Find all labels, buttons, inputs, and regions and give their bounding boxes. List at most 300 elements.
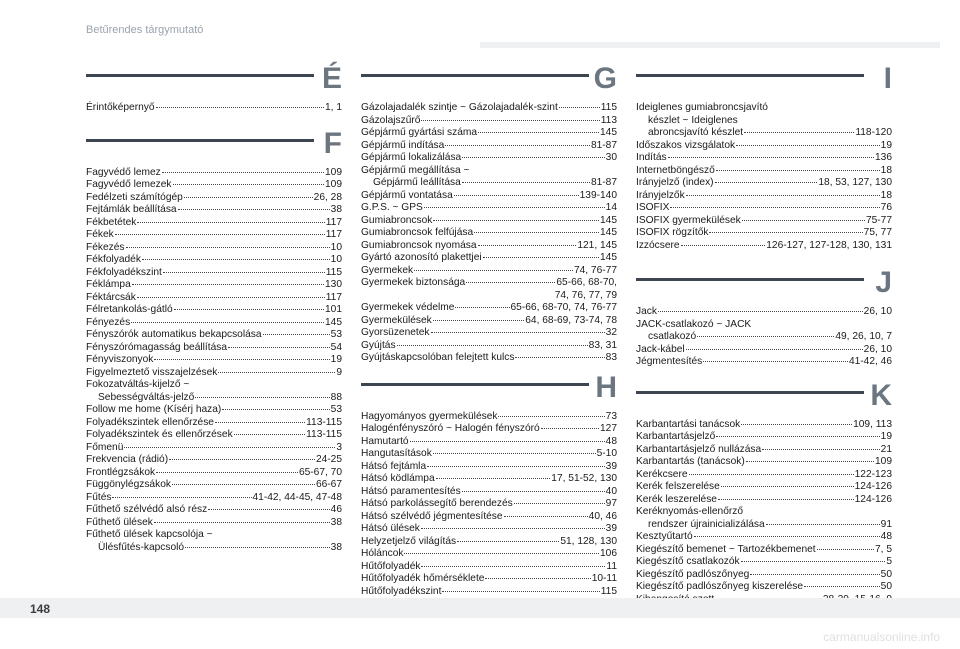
entry-page-ref: 115 bbox=[600, 102, 617, 113]
dot-leader bbox=[504, 516, 588, 517]
entry-page-ref: 117 bbox=[325, 229, 342, 240]
index-entry[interactable] bbox=[86, 304, 342, 317]
entry-page-ref: 65-66, 68-70, 74, 76-77 bbox=[510, 302, 617, 313]
dot-leader bbox=[431, 332, 605, 333]
index-entry[interactable] bbox=[636, 227, 892, 240]
entry-term: Hátsó ködlámpa bbox=[361, 473, 435, 484]
entry-page-ref: 124-126 bbox=[854, 493, 892, 505]
index-entry[interactable] bbox=[636, 444, 892, 457]
entry-term: JACK-csatlakozó ~ JACK bbox=[636, 318, 752, 330]
index-entry[interactable] bbox=[86, 192, 342, 205]
index-entry[interactable] bbox=[361, 473, 617, 486]
dot-leader bbox=[736, 145, 880, 146]
section-rule bbox=[86, 139, 314, 142]
section-G bbox=[361, 62, 617, 365]
section-header bbox=[361, 370, 617, 411]
section-rule bbox=[636, 278, 864, 281]
dot-leader bbox=[131, 322, 324, 323]
entry-term: Gyújtáskapcsolóban felejtett kulcs bbox=[361, 352, 515, 363]
entry-term: Függönylégzsákok bbox=[86, 479, 171, 490]
index-entry[interactable] bbox=[361, 202, 617, 215]
entry-page-ref: 40, 46 bbox=[588, 510, 617, 522]
dot-leader bbox=[142, 259, 330, 260]
index-entry[interactable] bbox=[86, 354, 342, 367]
entry-page-ref: 66-67 bbox=[315, 479, 342, 490]
index-entry[interactable] bbox=[636, 356, 892, 369]
index-entry[interactable] bbox=[361, 573, 617, 586]
entry-page-ref: 145 bbox=[600, 214, 617, 226]
dot-leader bbox=[162, 172, 324, 173]
entry-page-ref: 109 bbox=[325, 166, 342, 178]
index-entry[interactable] bbox=[636, 165, 892, 178]
index-entry[interactable] bbox=[636, 456, 892, 469]
section-K bbox=[636, 378, 892, 619]
entry-term: Figyelmeztető visszajelzések bbox=[86, 366, 218, 378]
entry-page-ref: 5-10 bbox=[596, 448, 617, 459]
entry-term: Fagyvédő lemez bbox=[86, 166, 161, 178]
index-entry[interactable] bbox=[361, 302, 617, 315]
dot-leader bbox=[156, 472, 298, 473]
index-entry[interactable] bbox=[86, 392, 342, 405]
dot-leader bbox=[163, 272, 325, 273]
index-entry[interactable] bbox=[361, 277, 617, 290]
index-entry[interactable] bbox=[361, 215, 617, 228]
index-entry[interactable] bbox=[636, 215, 892, 228]
index-entry[interactable] bbox=[86, 242, 342, 255]
dot-leader bbox=[466, 282, 555, 283]
dot-leader bbox=[689, 474, 854, 475]
entry-term: csatlakozó bbox=[648, 331, 697, 342]
section-I bbox=[636, 62, 892, 252]
entry-term: Gépjármű leállítása bbox=[373, 177, 461, 188]
entry-term: Hátsó paramentesítés bbox=[361, 485, 461, 497]
index-entry[interactable] bbox=[361, 327, 617, 340]
entry-term: Hagyományos gyermekülések bbox=[361, 410, 498, 422]
entry-term: ISOFIX bbox=[636, 202, 670, 213]
entry-term: Folyadékszintek ellenőrzése bbox=[86, 416, 214, 428]
index-entry[interactable] bbox=[636, 569, 892, 582]
entry-page-ref: 10 bbox=[330, 241, 342, 253]
index-entry[interactable] bbox=[361, 140, 617, 153]
entry-term: Hűtőfolyadék hőmérséklete bbox=[361, 573, 485, 584]
dot-leader bbox=[462, 157, 604, 158]
entry-page-ref: 1, 1 bbox=[325, 102, 342, 113]
entry-page-ref: 145 bbox=[600, 127, 617, 138]
dot-leader bbox=[454, 195, 579, 196]
dot-leader bbox=[474, 232, 599, 233]
section-header bbox=[636, 266, 892, 306]
dot-leader bbox=[721, 486, 854, 487]
section-H bbox=[361, 370, 617, 599]
entry-page-ref: 30 bbox=[605, 152, 617, 163]
entry-page-ref: 117 bbox=[325, 291, 342, 303]
index-entry[interactable] bbox=[636, 306, 892, 319]
index-entry[interactable] bbox=[361, 561, 617, 574]
entry-term: rendszer újrainicializálása bbox=[648, 518, 765, 530]
index-entry[interactable] bbox=[361, 115, 617, 128]
index-entry[interactable] bbox=[86, 379, 342, 392]
entry-term: Gépjármű gyártási száma bbox=[361, 127, 478, 138]
index-entry[interactable] bbox=[361, 486, 617, 499]
entry-term: Kiegészítő padlószőnyeg bbox=[636, 568, 750, 580]
entry-page-ref: 64, 68-69, 73-74, 78 bbox=[525, 314, 617, 326]
entry-term: Félretankolás-gátló bbox=[86, 304, 173, 315]
dot-leader bbox=[404, 553, 599, 554]
index-entry[interactable] bbox=[86, 467, 342, 480]
dot-leader bbox=[178, 209, 330, 210]
index-list bbox=[86, 167, 342, 555]
index-entry[interactable] bbox=[636, 190, 892, 203]
entry-term: Frontlégzsákok bbox=[86, 466, 156, 478]
entry-term: Kiegészítő csatlakozók bbox=[636, 556, 740, 567]
dot-leader bbox=[433, 453, 596, 454]
dot-leader bbox=[709, 232, 862, 233]
index-entry[interactable] bbox=[86, 229, 342, 242]
dot-leader bbox=[478, 132, 599, 133]
dot-leader bbox=[433, 220, 599, 221]
entry-page-ref: 18 bbox=[880, 164, 892, 176]
entry-page-ref: 81-87 bbox=[590, 177, 617, 188]
entry-page-ref: 74, 76-77 bbox=[573, 264, 617, 276]
index-entry[interactable] bbox=[636, 419, 892, 432]
entry-page-ref: 26, 10 bbox=[863, 343, 892, 355]
entry-term: Fedélzeti számítógép bbox=[86, 191, 183, 203]
section-letter: I bbox=[883, 62, 892, 95]
dot-leader bbox=[154, 359, 329, 360]
entry-page-ref: 39 bbox=[605, 460, 617, 472]
entry-page-ref: 81-87 bbox=[590, 139, 617, 151]
dot-leader bbox=[697, 336, 834, 337]
dot-leader bbox=[208, 509, 329, 510]
entry-page-ref: 65-67, 70 bbox=[298, 466, 342, 478]
index-entry[interactable] bbox=[361, 352, 617, 365]
index-entry[interactable] bbox=[361, 102, 617, 115]
header-bar bbox=[480, 42, 940, 48]
section-header bbox=[86, 126, 342, 167]
index-entry[interactable] bbox=[361, 177, 617, 190]
dot-leader bbox=[234, 434, 305, 435]
entry-page-ref: 117 bbox=[325, 216, 342, 228]
index-entry[interactable] bbox=[86, 217, 342, 230]
entry-term: Gyermekülések bbox=[361, 314, 432, 326]
entry-page-ref: 18 bbox=[880, 189, 892, 201]
entry-term: Gépjármű indítása bbox=[361, 139, 445, 151]
section-header bbox=[636, 378, 892, 419]
entry-term: Kiegészítő padlószőnyeg kiszerelése bbox=[636, 581, 804, 592]
index-entry[interactable] bbox=[86, 479, 342, 492]
entry-term: Időszakos vizsgálatok bbox=[636, 139, 736, 151]
entry-page-ref: 145 bbox=[600, 252, 617, 263]
index-list bbox=[636, 102, 892, 252]
entry-page-ref: 10 bbox=[330, 254, 342, 265]
dot-leader bbox=[541, 428, 599, 429]
entry-page-ref: 109, 113 bbox=[853, 418, 892, 430]
index-entry[interactable] bbox=[361, 461, 617, 474]
index-entry[interactable] bbox=[636, 140, 892, 153]
dot-leader bbox=[433, 320, 524, 321]
dot-leader bbox=[703, 361, 848, 362]
section-rule bbox=[636, 391, 864, 394]
entry-term: Jack-kábel bbox=[636, 343, 685, 355]
entry-term: Fényezés bbox=[86, 316, 131, 328]
index-entry[interactable] bbox=[86, 279, 342, 292]
index-entry[interactable] bbox=[86, 517, 342, 530]
index-entry[interactable] bbox=[86, 342, 342, 355]
section-letter: É bbox=[321, 62, 342, 95]
entry-page-ref: 115 bbox=[600, 585, 617, 597]
index-entry[interactable] bbox=[86, 102, 342, 115]
section-rule bbox=[361, 383, 589, 386]
index-entry[interactable] bbox=[361, 265, 617, 278]
index-entry[interactable] bbox=[86, 454, 342, 467]
dot-leader bbox=[744, 132, 854, 133]
entry-term: Internetböngésző bbox=[636, 164, 715, 176]
index-entry[interactable] bbox=[86, 329, 342, 342]
entry-page-ref: 124-126 bbox=[854, 481, 892, 492]
index-entry[interactable] bbox=[361, 190, 617, 203]
entry-page-ref: 73 bbox=[605, 410, 617, 422]
dot-leader bbox=[185, 547, 330, 548]
entry-page-ref: 75-77 bbox=[865, 214, 892, 226]
dot-leader bbox=[455, 307, 509, 308]
index-entry[interactable] bbox=[636, 556, 892, 569]
entry-term: Gázolajszűrő bbox=[361, 114, 421, 126]
dot-leader bbox=[514, 503, 605, 504]
entry-page-ref: 14 bbox=[605, 202, 617, 213]
entry-term: Gumiabroncsok felfújása bbox=[361, 227, 474, 238]
entry-page-ref: 121, 145 bbox=[577, 239, 617, 251]
entry-term: ISOFIX gyermekülések bbox=[636, 214, 741, 226]
dot-leader bbox=[462, 491, 605, 492]
index-entry[interactable] bbox=[361, 586, 617, 599]
dot-leader bbox=[126, 247, 330, 248]
entry-page-ref: 48 bbox=[880, 531, 892, 542]
section-E bbox=[86, 62, 342, 115]
entry-page-ref: 53 bbox=[330, 404, 342, 415]
entry-term: Fűthető ülések bbox=[86, 516, 153, 528]
index-entry[interactable] bbox=[361, 340, 617, 353]
dot-leader bbox=[670, 207, 879, 208]
index-entry[interactable] bbox=[636, 506, 892, 519]
index-entry[interactable] bbox=[86, 542, 342, 555]
index-entry[interactable] bbox=[636, 152, 892, 165]
entry-term: ISOFIX rögzítők bbox=[636, 227, 709, 238]
entry-term: Karbantartásjelző nullázása bbox=[636, 443, 762, 455]
index-entry[interactable] bbox=[636, 240, 892, 253]
section-header bbox=[636, 62, 892, 102]
entry-term: Izzócsere bbox=[636, 239, 680, 251]
index-entry[interactable] bbox=[636, 319, 892, 332]
index-entry[interactable] bbox=[361, 227, 617, 240]
index-entry[interactable] bbox=[361, 127, 617, 140]
index-entry[interactable] bbox=[361, 411, 617, 424]
index-entry[interactable] bbox=[86, 442, 342, 455]
dot-leader bbox=[681, 245, 766, 246]
entry-term: Főmenü bbox=[86, 441, 124, 453]
dot-leader bbox=[427, 466, 605, 467]
index-entry[interactable] bbox=[636, 177, 892, 190]
entry-page-ref: 17, 51-52, 130 bbox=[551, 473, 617, 484]
entry-page-ref: 101 bbox=[325, 304, 342, 315]
entry-page-ref: 145 bbox=[325, 316, 342, 328]
entry-term: Érintőképernyő bbox=[86, 102, 155, 113]
index-entry[interactable] bbox=[636, 531, 892, 544]
entry-page-ref: 115 bbox=[325, 266, 342, 278]
dot-leader bbox=[173, 184, 324, 185]
entry-term: Fényviszonyok bbox=[86, 354, 154, 365]
entry-page-ref: 38 bbox=[330, 516, 342, 528]
index-entry[interactable] bbox=[361, 252, 617, 265]
entry-term: Fékfolyadék bbox=[86, 254, 141, 265]
index-entry[interactable] bbox=[86, 367, 342, 380]
section-header bbox=[86, 62, 342, 102]
dot-leader bbox=[156, 107, 324, 108]
index-entry[interactable] bbox=[86, 204, 342, 217]
index-entry[interactable] bbox=[86, 179, 342, 192]
entry-term: Fékek bbox=[86, 229, 114, 240]
entry-term: Ülésfűtés-kapcsoló bbox=[98, 541, 185, 553]
index-entry[interactable] bbox=[86, 429, 342, 442]
dot-leader bbox=[222, 409, 329, 410]
index-entry[interactable] bbox=[361, 315, 617, 328]
index-entry[interactable] bbox=[636, 519, 892, 532]
index-entry[interactable] bbox=[86, 529, 342, 542]
entry-term: Gyártó azonosító plakettjei bbox=[361, 252, 482, 263]
index-entry[interactable] bbox=[86, 417, 342, 430]
index-entry[interactable] bbox=[636, 581, 892, 594]
entry-page-ref: 11 bbox=[606, 560, 617, 572]
index-entry[interactable] bbox=[86, 404, 342, 417]
dot-leader bbox=[445, 145, 590, 146]
dot-leader bbox=[424, 207, 605, 208]
dot-leader bbox=[694, 536, 880, 537]
entry-term: G.P.S. ~ GPS bbox=[361, 202, 423, 213]
entry-page-ref: 65-66, 68-70, bbox=[556, 277, 617, 288]
index-entry[interactable] bbox=[361, 511, 617, 524]
index-list bbox=[361, 411, 617, 599]
index-entry[interactable] bbox=[361, 240, 617, 253]
entry-term: Féktárcsák bbox=[86, 291, 136, 303]
index-entry[interactable] bbox=[636, 481, 892, 494]
entry-term: Hangutasítások bbox=[361, 448, 432, 459]
dot-leader bbox=[410, 441, 605, 442]
index-entry[interactable] bbox=[361, 436, 617, 449]
dot-leader bbox=[421, 566, 605, 567]
entry-page-ref: 39 bbox=[605, 523, 617, 534]
index-entry[interactable] bbox=[86, 292, 342, 305]
index-entry[interactable] bbox=[636, 127, 892, 140]
dot-leader bbox=[195, 397, 329, 398]
index-entry[interactable] bbox=[636, 544, 892, 557]
index-entry[interactable] bbox=[361, 423, 617, 436]
index-entry[interactable] bbox=[86, 317, 342, 330]
entry-page-ref: 145 bbox=[600, 227, 617, 238]
index-entry[interactable] bbox=[361, 523, 617, 536]
entry-term: Féklámpa bbox=[86, 279, 131, 290]
entry-page-ref: 24-25 bbox=[315, 454, 342, 465]
index-entry[interactable] bbox=[86, 492, 342, 505]
footer-bar bbox=[0, 598, 960, 618]
dot-leader bbox=[414, 270, 573, 271]
entry-term: Kerék felszerelése bbox=[636, 481, 720, 492]
dot-leader bbox=[686, 349, 863, 350]
entry-term: Irányjelzők bbox=[636, 189, 685, 201]
entry-term: Fagyvédő lemezek bbox=[86, 179, 172, 190]
entry-page-ref: 7, 5 bbox=[875, 543, 892, 555]
index-entry[interactable] bbox=[636, 344, 892, 357]
entry-page-ref: 54 bbox=[330, 341, 342, 353]
index-entry[interactable] bbox=[636, 469, 892, 482]
entry-term: Hátsó ülések bbox=[361, 523, 420, 534]
index-entry[interactable] bbox=[86, 267, 342, 280]
entry-page-ref: 51, 128, 130 bbox=[560, 535, 617, 547]
index-entry[interactable] bbox=[361, 165, 617, 178]
index-entry[interactable] bbox=[636, 331, 892, 344]
index-entry[interactable] bbox=[86, 504, 342, 517]
index-entry[interactable] bbox=[86, 254, 342, 267]
column-3 bbox=[636, 62, 892, 619]
section-letter: H bbox=[595, 370, 617, 404]
index-entry[interactable] bbox=[361, 498, 617, 511]
entry-page-ref: 38 bbox=[330, 541, 342, 553]
dot-leader bbox=[263, 334, 330, 335]
index-entry[interactable] bbox=[636, 494, 892, 507]
index-entry[interactable] bbox=[361, 448, 617, 461]
entry-term: Indítás bbox=[636, 152, 667, 163]
entry-term: Irányjelző (index) bbox=[636, 177, 714, 188]
dot-leader bbox=[215, 422, 305, 423]
index-entry[interactable] bbox=[636, 431, 892, 444]
dot-leader bbox=[478, 245, 577, 246]
dot-leader bbox=[421, 120, 599, 121]
index-entry[interactable] bbox=[361, 152, 617, 165]
entry-page-ref: 32 bbox=[605, 327, 617, 338]
entry-term: Hóláncok bbox=[361, 548, 404, 559]
entry-term: Kerék leszerelése bbox=[636, 493, 717, 505]
entry-page-ref: 136 bbox=[875, 152, 892, 163]
entry-term: abroncsjavító készlet bbox=[648, 127, 744, 138]
entry-page-ref: 3 bbox=[336, 441, 342, 453]
section-rule bbox=[636, 74, 864, 77]
entry-term: Fékbetétek bbox=[86, 216, 137, 228]
entry-page-ref: 113-115 bbox=[306, 416, 342, 428]
dot-leader bbox=[154, 522, 330, 523]
index-entry[interactable] bbox=[361, 548, 617, 561]
dot-leader bbox=[498, 416, 604, 417]
dot-leader bbox=[228, 347, 330, 348]
entry-term: Helyzetjelző világítás bbox=[361, 535, 457, 547]
index-entry[interactable] bbox=[86, 167, 342, 180]
index-entry[interactable] bbox=[361, 536, 617, 549]
entry-page-ref: 109 bbox=[325, 179, 342, 190]
index-entry[interactable] bbox=[636, 115, 892, 128]
entry-term: Sebességváltás-jelző bbox=[98, 391, 195, 403]
entry-term: Fokozatváltás-kijelző ~ bbox=[86, 379, 190, 390]
index-entry[interactable] bbox=[636, 102, 892, 115]
index-entry[interactable] bbox=[636, 202, 892, 215]
entry-term: Gépjármű lokalizálása bbox=[361, 152, 462, 163]
section-F bbox=[86, 126, 342, 555]
dot-leader bbox=[485, 578, 590, 579]
entry-term: Halogénfényszóró ~ Halogén fényszóró bbox=[361, 423, 540, 434]
dot-leader bbox=[397, 345, 588, 346]
dot-leader bbox=[715, 182, 818, 183]
column-2 bbox=[361, 62, 617, 598]
entry-term: Fékezés bbox=[86, 241, 125, 253]
dot-leader bbox=[137, 222, 324, 223]
entry-term: Gyermekek biztonsága bbox=[361, 277, 466, 288]
entry-term: Jégmentesítés bbox=[636, 356, 703, 367]
